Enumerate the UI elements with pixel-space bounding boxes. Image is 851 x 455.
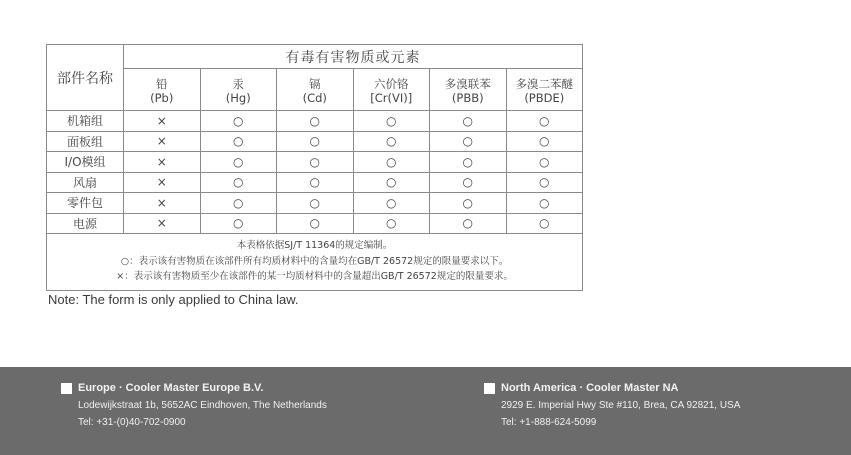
table-row	[47, 111, 583, 132]
element-header	[124, 69, 201, 111]
north-america-tel: Tel: +1-888-624-5099	[501, 417, 597, 428]
element-symbol: (Pb)	[150, 91, 174, 105]
substance-mark-cell: ○	[277, 213, 354, 234]
north-america-address: 2929 E. Imperial Hwy Ste #110, Brea, CA 92821, USA	[501, 400, 741, 411]
europe-tel: Tel: +31-(0)40-702-0900	[78, 417, 186, 428]
part-name-cell: 机箱组	[47, 111, 124, 132]
substance-mark-cell: ○	[200, 193, 277, 214]
substance-mark-cell: ○	[506, 213, 583, 234]
china-law-note: Note: The form is only applied to China law.	[48, 292, 299, 307]
substances-title-header: 有毒有害物质或元素	[124, 45, 583, 69]
substance-mark-cell: ○	[430, 193, 507, 214]
substance-mark-cell: ○	[506, 172, 583, 193]
europe-address: Lodewijkstraat 1b, 5652AC Eindhoven, The Netherlands	[78, 400, 327, 411]
element-name: 多溴二苯醚	[515, 77, 574, 91]
element-header	[200, 69, 277, 111]
substance-mark-cell: ○	[430, 131, 507, 152]
element-header	[277, 69, 354, 111]
element-symbol: (Cd)	[302, 91, 327, 105]
substance-mark-cell: ○	[353, 213, 430, 234]
part-name-cell: 电源	[47, 213, 124, 234]
part-name-cell: 零件包	[47, 193, 124, 214]
part-name-cell: 面板组	[47, 131, 124, 152]
rohs-table-container	[46, 44, 582, 291]
substance-mark-cell: ○	[506, 193, 583, 214]
europe-heading: Europe · Cooler Master Europe B.V.	[78, 382, 264, 394]
substance-mark-cell: ○	[353, 152, 430, 173]
square-bullet-icon	[61, 383, 72, 394]
substance-mark-cell: ○	[277, 111, 354, 132]
substance-mark-cell: ○	[200, 152, 277, 173]
north-america-heading-row	[484, 381, 740, 395]
element-symbol: (Hg)	[225, 91, 251, 105]
table-row	[47, 193, 583, 214]
contact-footer	[0, 367, 851, 455]
element-symbol: [Cr(VI)]	[370, 91, 413, 105]
substance-mark-cell: ×	[124, 111, 201, 132]
table-body	[47, 111, 583, 234]
substance-mark-cell: ○	[200, 131, 277, 152]
substance-mark-cell: ×	[124, 152, 201, 173]
substance-mark-cell: ○	[353, 193, 430, 214]
europe-heading-row	[61, 381, 327, 395]
element-name: 六价铬	[374, 77, 409, 91]
table-row	[47, 213, 583, 234]
table-row	[47, 172, 583, 193]
element-symbol: (PBDE)	[524, 91, 565, 105]
substance-mark-cell: ×	[124, 193, 201, 214]
substance-mark-cell: ○	[200, 111, 277, 132]
substance-mark-cell: ○	[506, 131, 583, 152]
part-name-header: 部件名称	[47, 45, 124, 111]
substance-mark-cell: ○	[430, 152, 507, 173]
substance-mark-cell: ○	[353, 131, 430, 152]
part-name-cell: I/O模组	[47, 152, 124, 173]
element-header	[506, 69, 583, 111]
north-america-contact	[484, 381, 740, 429]
element-name: 铅	[156, 77, 168, 91]
note-circle-meaning: ○：表示该有害物质在该部件所有均质材料中的含量均在GB/T 26572规定的限量要求以下。	[120, 255, 509, 267]
north-america-heading: North America · Cooler Master NA	[501, 382, 679, 394]
element-header	[430, 69, 507, 111]
substance-mark-cell: ○	[506, 152, 583, 173]
substance-mark-cell: ○	[277, 193, 354, 214]
element-header-row	[47, 69, 583, 111]
substance-mark-cell: ○	[277, 172, 354, 193]
table-row	[47, 152, 583, 173]
note-standard: 本表格依据SJ/T 11364的规定编制。	[236, 240, 393, 251]
europe-contact	[61, 381, 327, 429]
substance-mark-cell: ○	[430, 172, 507, 193]
substance-mark-cell: ○	[353, 172, 430, 193]
element-name: 镉	[309, 77, 321, 91]
substance-mark-cell: ×	[124, 213, 201, 234]
substance-mark-cell: ○	[200, 172, 277, 193]
substance-mark-cell: ×	[124, 172, 201, 193]
substance-mark-cell: ○	[430, 213, 507, 234]
square-bullet-icon	[484, 383, 495, 394]
part-name-cell: 风扇	[47, 172, 124, 193]
table-row	[47, 131, 583, 152]
substance-mark-cell: ○	[353, 111, 430, 132]
element-name: 汞	[232, 77, 244, 91]
element-name: 多溴联苯	[444, 77, 491, 91]
substance-mark-cell: ○	[200, 213, 277, 234]
element-header	[353, 69, 430, 111]
substance-mark-cell: ×	[124, 131, 201, 152]
note-cross-meaning: ×：表示该有害物质至少在该部件的某一均质材料中的含量超出GB/T 26572规定的限量要求。	[116, 271, 513, 282]
hazardous-substances-table	[46, 44, 583, 291]
substance-mark-cell: ○	[277, 152, 354, 173]
table-notes	[47, 234, 583, 291]
substance-mark-cell: ○	[277, 131, 354, 152]
substance-mark-cell: ○	[506, 111, 583, 132]
substance-mark-cell: ○	[430, 111, 507, 132]
element-symbol: (PBB)	[451, 91, 484, 105]
